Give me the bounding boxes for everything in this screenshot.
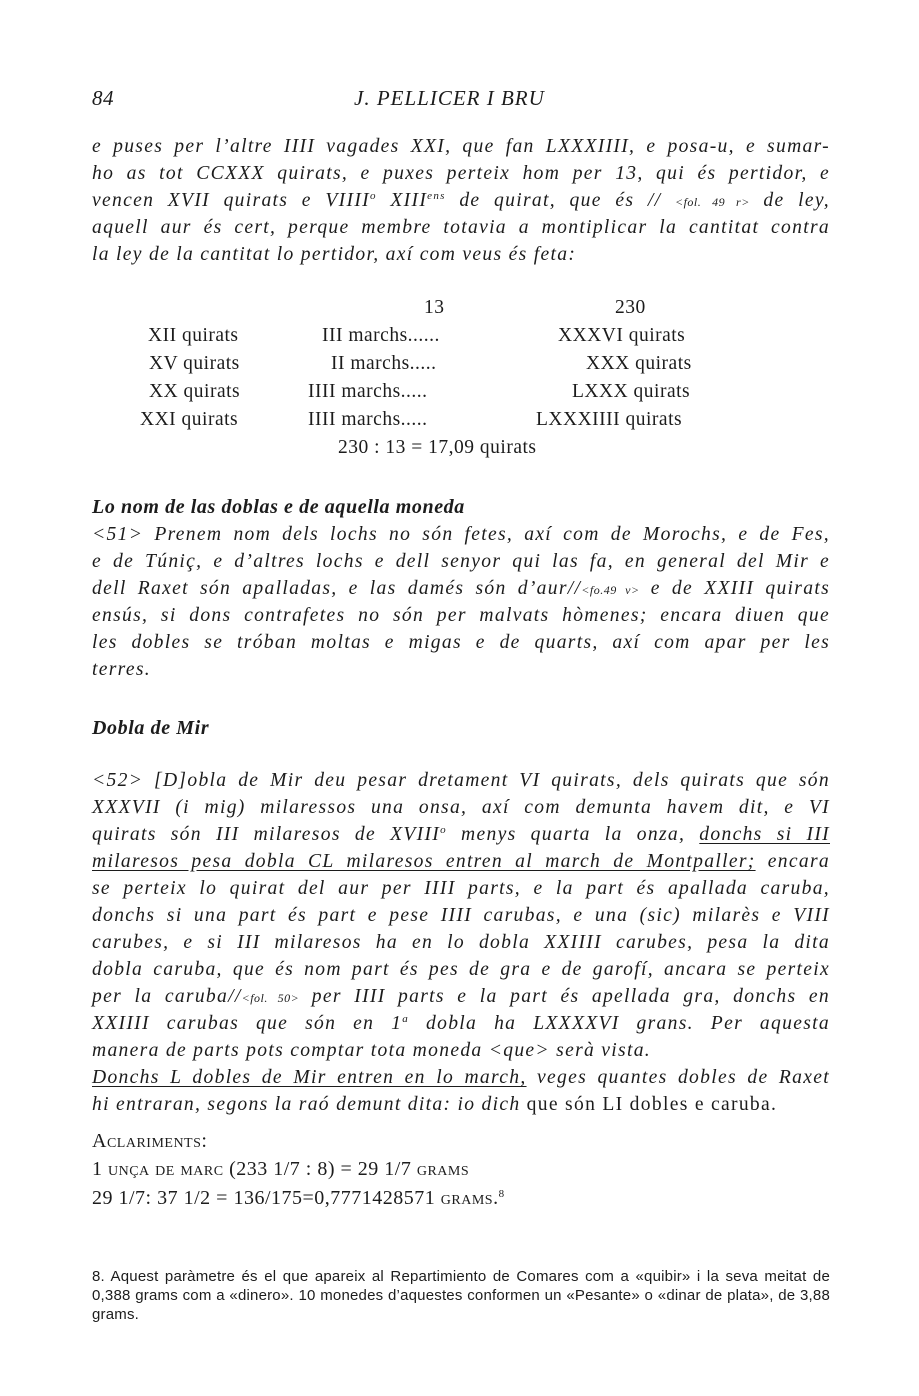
calc-cell: XX quirats — [149, 381, 241, 402]
text-line: Donchs L dobles de Mir entren en lo march, veges quantes dobles de Raxet — [92, 1067, 830, 1088]
text-line: hi entraran, segons la raó demunt dita: io dich que són LI dobles e caruba. — [92, 1094, 778, 1115]
text-line: milaresos pesa dobla CL milaresos entren al march de Montpaller; encara — [92, 851, 830, 872]
folio-marker: <fol. 49 r> — [674, 195, 750, 209]
text-line: XXIIII carubas que són en 1$^a$ dobla ha LXXXXVI grans. Per aquesta — [92, 1013, 830, 1034]
text-line: e de Túniç, e d’altres lochs e dell senyor qui las fa, en general del Mir e — [92, 551, 830, 572]
underlined-text: Donchs L dobles de Mir entren en lo march, — [92, 1067, 527, 1088]
text-line: donchs si una part és part e pese IIII carubas, e una (sic) milarès e VIII — [92, 905, 830, 926]
text-line: dobla caruba, que és nom part és pes de gra e de garofí, ancara se perteix — [92, 959, 830, 980]
text-line: carubes, e si III milaresos ha en lo dobla XXIIII carubes, pesa la dita — [92, 932, 830, 953]
text-line: <51> Prenem nom dels lochs no són fetes, axí com de Morochs, e de Fes, — [92, 524, 830, 545]
paragraph-51 — [92, 521, 830, 683]
calc-cell: III marchs...... — [322, 325, 440, 346]
calc-cell: IIII marchs..... — [308, 381, 428, 402]
text-line: manera de parts pots comptar tota moneda <que> serà vista. — [92, 1040, 651, 1061]
text-line: quirats són III milaresos de XVIII$^o$ menys quarta la onza, donchs si III — [92, 824, 830, 845]
paragraph-intro — [92, 133, 830, 268]
footnote-text: 8. Aquest paràmetre és el que apareix al Repartimiento de Comares com a «quibir» i la seva meitat de 0,388 grams com a «dinero». 10 monedes d’aquestes conformen un «Pesante» o «dinar de plata», de 3,88 grams. — [92, 1268, 830, 1323]
paragraph-52 — [92, 767, 830, 1118]
text-line: les dobles se tróban moltas e migas e de quarts, axí com apar per les — [92, 632, 830, 653]
text-line: la ley de la cantitat lo pertidor, axí com veus és feta: — [92, 244, 577, 265]
section-heading: Lo nom de las doblas e de aquella moneda — [92, 496, 465, 518]
calc-header-13: 13 — [424, 297, 445, 318]
text-line: vencen XVII quirats e VIIII$^o$ $XIII^{ens}$ de quirat, que és // <fol. 49 r> de ley, — [92, 190, 830, 211]
text-line: ho as tot CCXXX quirats, e puxes perteix hom per 13, qui és pertidor, e — [92, 163, 830, 184]
clarifications-label: Aclariments: — [92, 1130, 208, 1152]
calc-cell: XXXVI quirats — [558, 325, 686, 346]
page-number: 84 — [92, 86, 114, 110]
text-line: terres. — [92, 659, 151, 680]
text-line: <52> [D]obla de Mir deu pesar dretament VI quirats, dels quirats que són — [92, 770, 830, 791]
calc-cell: LXXX quirats — [572, 381, 691, 402]
underlined-text: donchs si III — [699, 824, 830, 845]
text-line: XXXVII (i mig) milaressos una onsa, axí com demunta havem dit, e VI — [92, 797, 830, 818]
folio-marker: <fo.49 v> — [581, 583, 640, 597]
calc-result: 230 : 13 = 17,09 quirats — [338, 437, 537, 458]
running-header — [92, 86, 828, 116]
text-line: dell Raxet són apalladas, e las damés són d’aur//<fo.49 v> e de XXIII quirats — [92, 578, 830, 599]
text-line: se perteix lo quirat del aur per IIII parts, e la part és apallada caruba, — [92, 878, 830, 899]
clarification-line-1: 1 unça de marc (233 1/7 : 8) = 29 1/7 grams — [92, 1158, 470, 1180]
calc-cell: XXX quirats — [586, 353, 692, 374]
calc-cell: XII quirats — [148, 325, 239, 346]
section-heading: Dobla de Mir — [92, 717, 210, 739]
calc-cell: LXXXIIII quirats — [536, 409, 683, 430]
calc-cell: XV quirats — [149, 353, 240, 374]
underlined-text: milaresos pesa dobla CL milaresos entren al march de Montpaller; — [92, 851, 756, 872]
calc-header-230: 230 — [615, 297, 646, 318]
footnote — [92, 1267, 830, 1324]
text-line: e puses per l’altre IIII vagades XXI, que fan LXXXIIII, e posa-u, e sumar- — [92, 136, 830, 157]
running-title: J. PELLICER I BRU — [354, 86, 545, 110]
folio-marker: <fol. 50> — [241, 991, 300, 1005]
text-line: per la caruba//<fol. 50> per IIII parts e la part és apellada gra, donchs en — [92, 986, 830, 1007]
text-line: ensús, si dons contrafetes no són per malvats hòmenes; encara diuen que — [92, 605, 830, 626]
footnote-ref: 8 — [498, 1188, 505, 1200]
calc-cell: II marchs..... — [331, 353, 437, 374]
calc-cell: IIII marchs..... — [308, 409, 428, 430]
clarification-line-2: 29 1/7: 37 1/2 = 136/175=0,7771428571 grams.$^8$ — [92, 1187, 505, 1209]
calc-cell: XXI quirats — [140, 409, 239, 430]
text-line: aquell aur és cert, perque membre totavia a montiplicar la cantitat contra — [92, 217, 830, 238]
